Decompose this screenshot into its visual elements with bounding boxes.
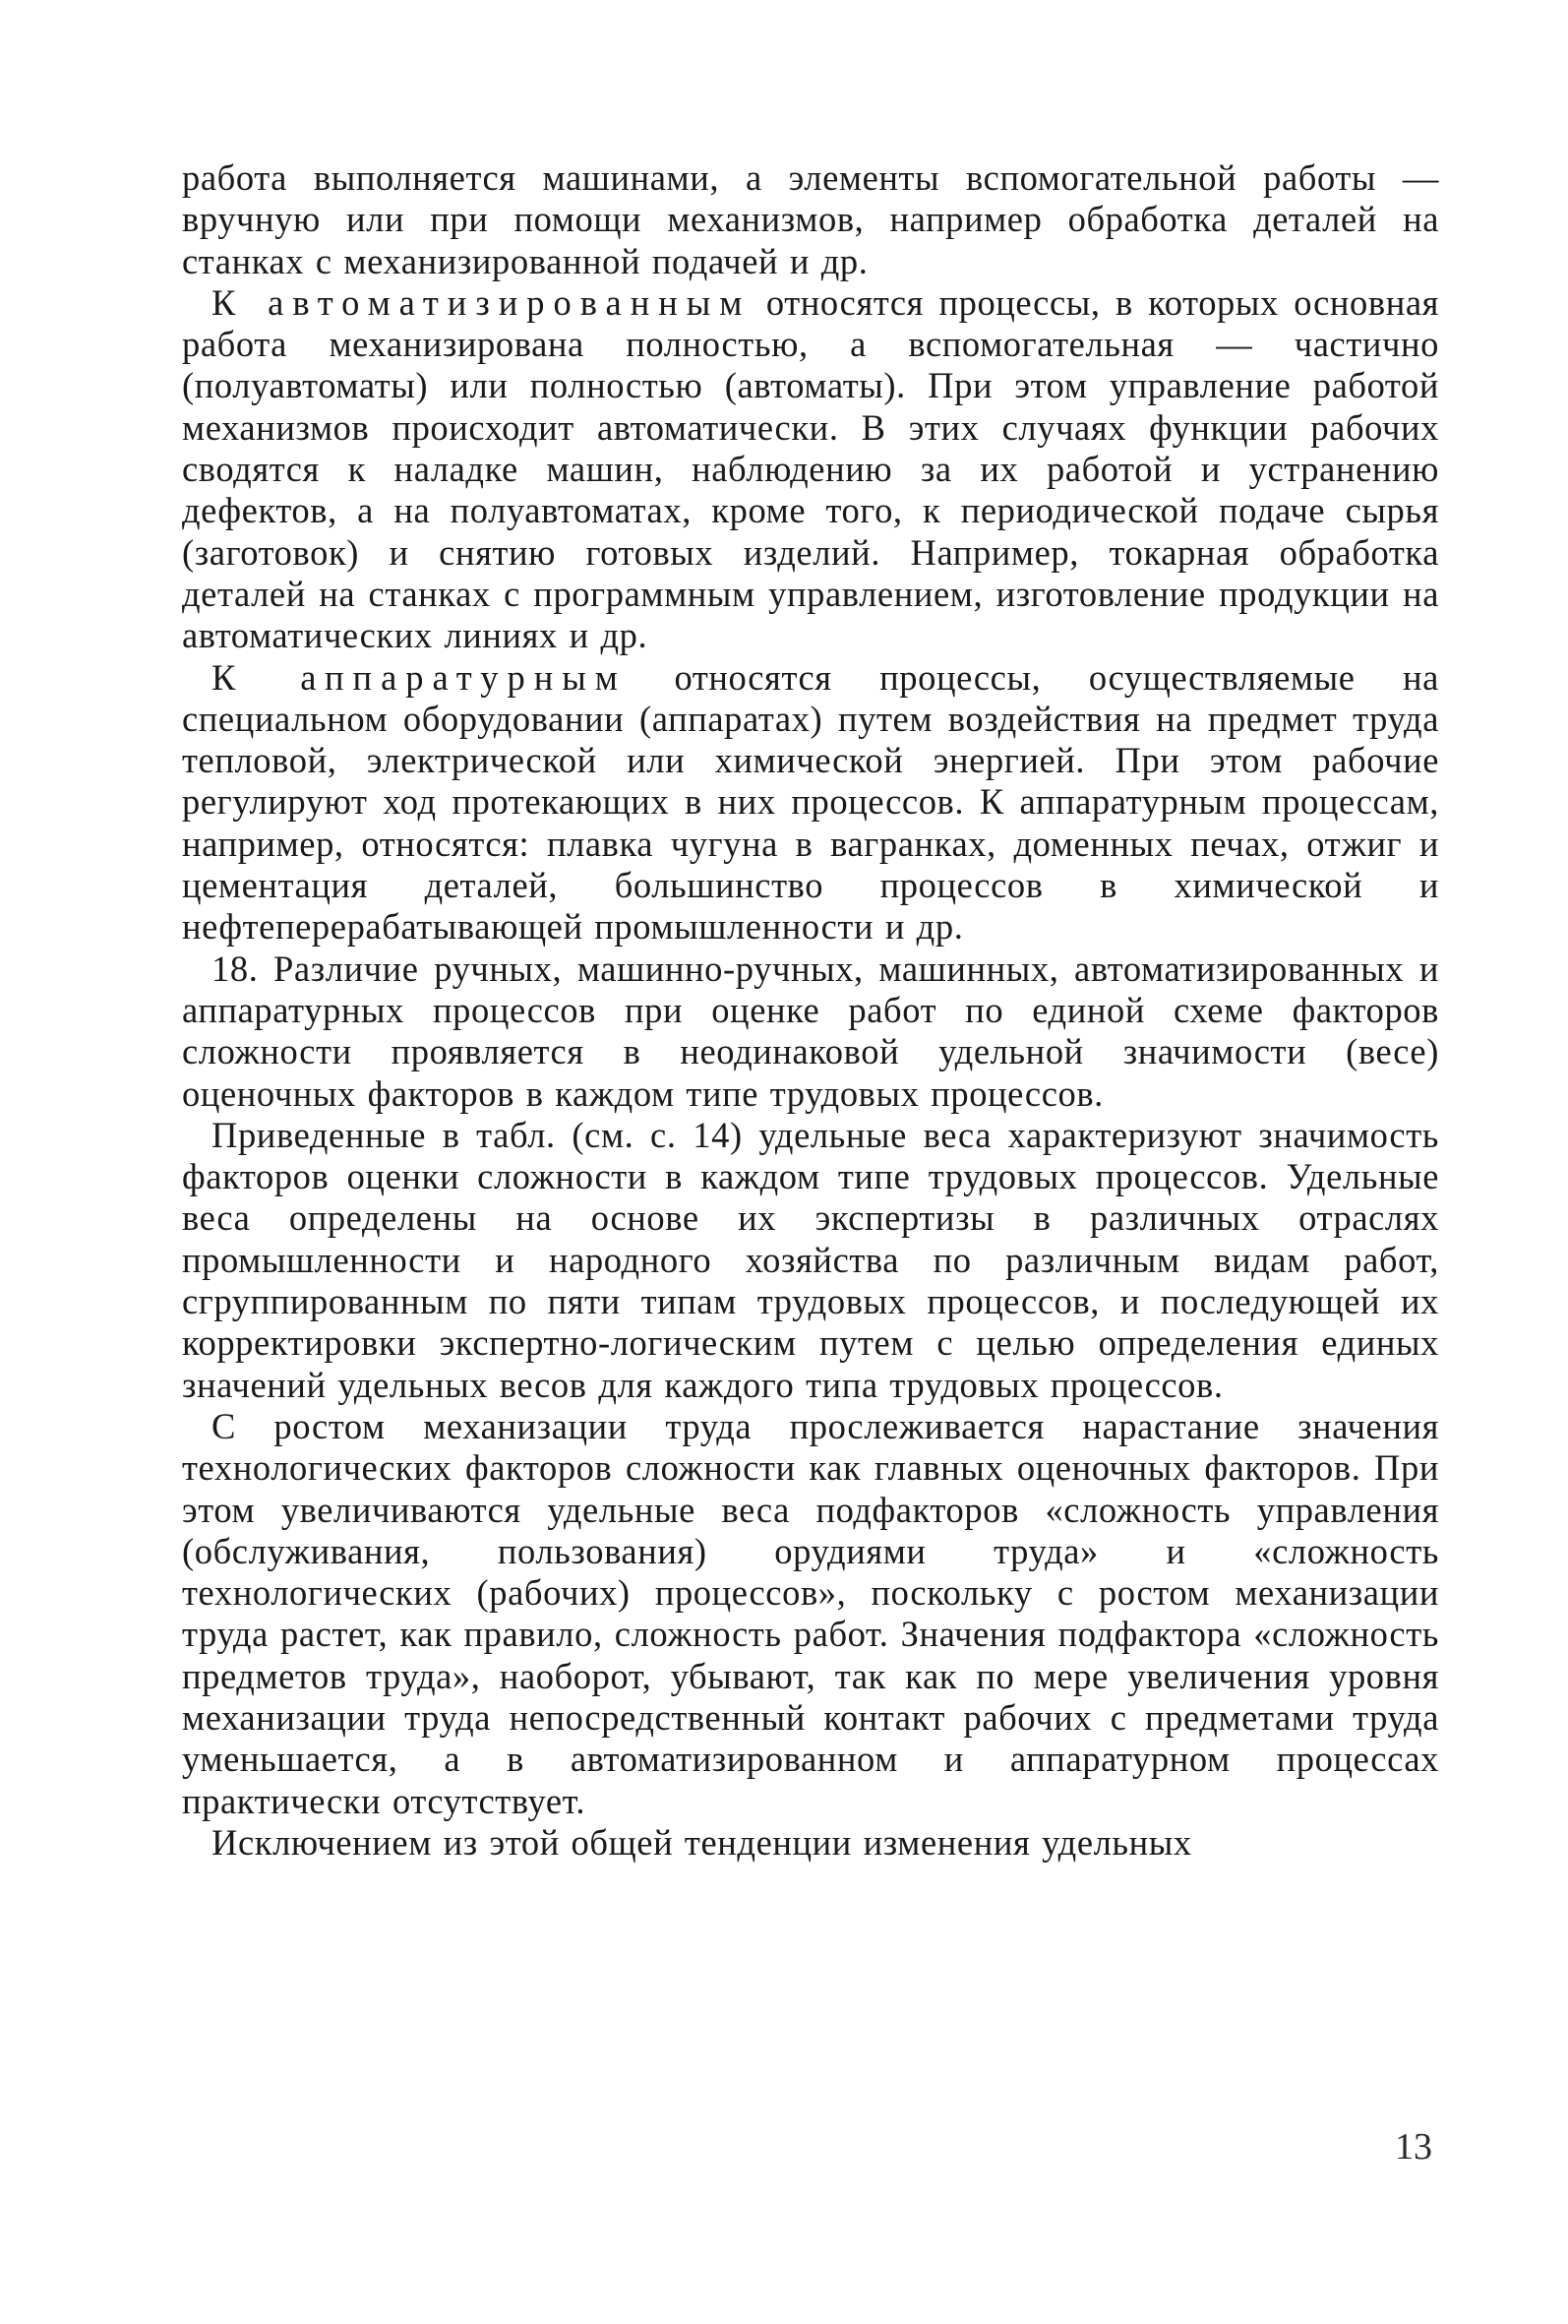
paragraph-3-term: К аппаратурным (211, 656, 627, 698)
paragraph-2-term: К автоматизированным (211, 281, 752, 323)
paragraph-2 (182, 282, 1439, 657)
paragraph-7 (182, 1822, 1439, 1864)
paragraph-5 (182, 1115, 1439, 1406)
paragraph-1-text: работа выполняется машинами, а элементы вспомогательной работы —вручную или при помощи механизмов, например обработка деталей на станках с механизированной подачей и др. (182, 157, 1439, 281)
paragraph-2-text: относятся процессы, в которых основная работа механизирована полностью, а вспомогательная — частично (полуавтоматы) или полностью (автоматы). При этом управление работой механизмов происходит автоматически. В этих случаях функции рабочих сводятся к наладке машин, наблюдению за их работой и устранению дефектов, а на полуавтоматах, кроме того, к периодической подаче сырья (заготовок) и снятию готовых изделий. Например, токарная обработка деталей на станках с программным управлением, изготовление продукции на автоматических линиях и др. (182, 281, 1440, 656)
page-number: 13 (1395, 2126, 1432, 2168)
paragraph-6-text: С ростом механизации труда прослеживается нарастание значения технологических факторов сложности как главных оценочных факторов. При этом увеличиваются удельные веса подфакторов «сложность управления (обслуживания, пользования) орудиями труда» и «сложность технологических (рабочих) процессов», поскольку с ростом механизации труда растет, как правило, сложность работ. Значения подфактора «сложность предметов труда», наоборот, убывают, так как по мере увеличения уровня механизации труда непосредственный контакт рабочих с предметами труда уменьшается, а в автоматизированном и аппаратурном процессах практически отсутствует. (182, 1405, 1439, 1821)
paragraph-3 (182, 657, 1439, 948)
paragraph-4 (182, 948, 1439, 1115)
body-text (182, 157, 1439, 1864)
paragraph-7-text: Исключением из этой общей тенденции изменения удельных (211, 1821, 1192, 1863)
paragraph-1 (182, 157, 1439, 282)
paragraph-3-text: относятся процессы, осуществляемые на специальном оборудовании (аппаратах) путем воздействия на предмет труда тепловой, электрической или химической энергией. При этом рабочие регулируют ход протекающих в них процессов. К аппаратурным процессам, например, относятся: плавка чугуна в вагранках, доменных печах, отжиг и цементация деталей, большинство процессов в химической и нефтеперерабатывающей промышленности и др. (182, 656, 1439, 948)
paragraph-5-text: Приведенные в табл. (см. с. 14) удельные веса характеризуют значимость факторов оценки сложности в каждом типе трудовых процессов. Удельные веса определены на основе их экспертизы в различных отраслях промышленности и народного хозяйства по различным видам работ, сгруппированным по пяти типам трудовых процессов, и последующей их корректировки экспертно-логическим путем с целью определения единых значений удельных весов для каждого типа трудовых процессов. (182, 1114, 1439, 1405)
paragraph-6 (182, 1406, 1439, 1822)
paragraph-4-text: 18. Различие ручных, машинно-ручных, машинных, автоматизированных и аппаратурных процессов при оценке работ по единой схеме факторов сложности проявляется в неодинаковой удельной значимости (весе) оценочных факторов в каждом типе трудовых процессов. (182, 948, 1439, 1114)
